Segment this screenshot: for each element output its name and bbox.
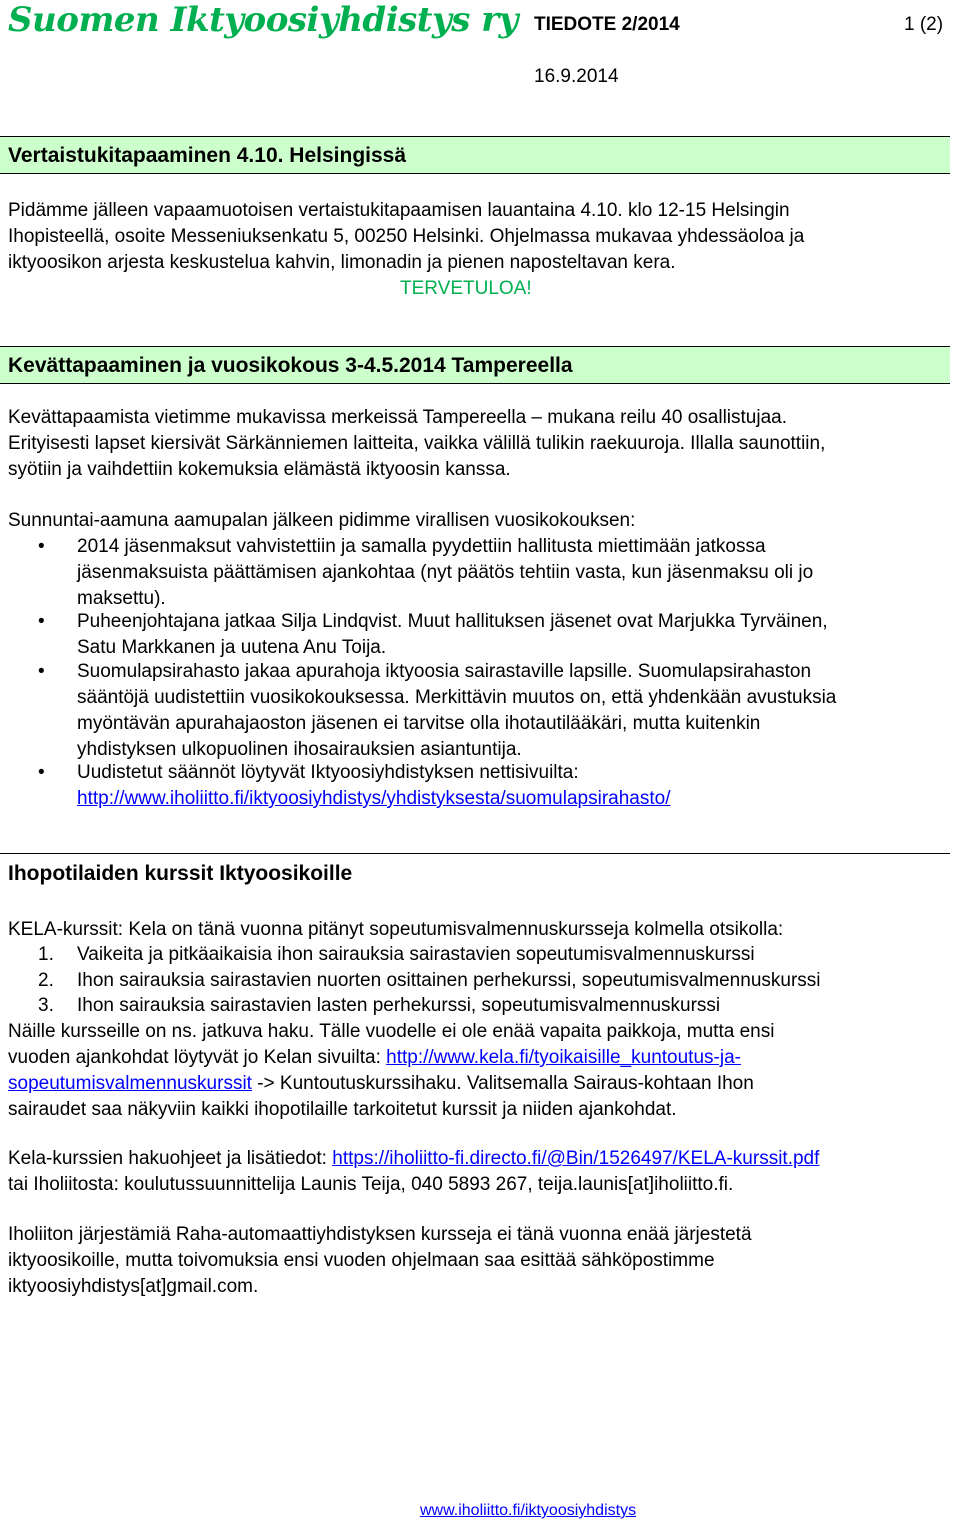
footer-link[interactable]: www.iholiitto.fi/iktyoosiyhdistys [420,1502,637,1519]
section-heading-rule [0,853,950,885]
text-line: Satu Markkanen ja uutena Anu Toija. [77,637,387,658]
text-line: -> Kuntoutuskurssihaku. Valitsemalla Sairaus-kohtaan Ihon [251,1073,754,1094]
text-line: tai Iholiitosta: koulutussuunnittelija Launis Teija, 040 5893 267, teija.launis[at]iholiitto.fi. [8,1174,734,1195]
kela-paragraph [8,1019,948,1123]
courses-paragraph [8,1222,948,1300]
text-line: Iholiiton järjestämiä Raha-automaattiyhdistyksen kursseja ei tänä vuonna enää järjestetä [8,1224,752,1245]
meeting-intro: Sunnuntai-aamuna aamupalan jälkeen pidimme virallisen vuosikokouksen: [8,510,636,531]
section-title: Kevättapaaminen ja vuosikokous 3-4.5.2014 Tampereella [8,354,573,377]
text-line: maksettu). [77,588,166,609]
kela-link[interactable]: http://www.kela.fi/tyoikaisille_kuntoutus-ja- [386,1047,741,1068]
text-line: jäsenmaksuista päättämisen ajankohtaa (nyt päätös tehtiin vasta, kun jäsenmaksu oli jo [77,562,814,583]
kela-intro: KELA-kurssit: Kela on tänä vuonna pitänyt sopeutumisvalmennuskursseja kolmella otsikolla: [8,919,784,940]
rules-link[interactable]: http://www.iholiitto.fi/iktyoosiyhdistys/yhdistyksesta/suomulapsirahasto/ [77,788,671,809]
text-line: iktyoosikoille, mutta toivomuksia ensi vuoden ohjelmaan saa esittää sähköpostimme [8,1250,715,1271]
list-item [77,968,937,994]
list-number: 1. [38,944,54,965]
text-line: Puheenjohtajana jatkaa Silja Lindqvist. Muut hallituksen jäsenet ovat Marjukka Tyrväinen, [77,611,828,632]
section1-paragraph [8,198,948,302]
text-line: Kevättapaamista vietimme mukavissa merkeissä Tampereella – mukana reilu 40 osallistujaa. [8,407,787,428]
section-heading-band [0,346,950,384]
list-item [77,942,937,968]
list-number: 2. [38,970,54,991]
text-line: sääntöjä uudistettiin vuosikokouksessa. Merkittävin muutos on, että yhdenkään avustuksia [77,687,837,708]
list-item [77,659,937,763]
section2-paragraph [8,405,948,483]
list-number: 3. [38,995,54,1016]
section-heading-band [0,136,950,174]
text-line: Vaikeita ja pitkäaikaisia ihon sairauksia sairastavien sopeutumisvalmennuskurssi [77,944,755,965]
bullet-icon: • [38,611,45,632]
bulletin-number: TIEDOTE 2/2014 [534,14,680,35]
text-line: Ihon sairauksia sairastavien lasten perhekurssi, sopeutumisvalmennuskurssi [77,995,721,1016]
text-line: Ihon sairauksia sairastavien nuorten osittainen perhekurssi, sopeutumisvalmennuskurssi [77,970,821,991]
text-line: vuoden ajankohdat löytyvät jo Kelan sivuilta: [8,1047,387,1068]
text-line: Erityisesti lapset kiersivät Särkänniemen laitteita, vaikka välillä tulikin raekuuroja. Illalla saunottiin, [8,433,826,454]
text-line: Ihopisteellä, osoite Messeniuksenkatu 5, 00250 Helsinki. Ohjelmassa mukavaa yhdessäoloa ja [8,226,805,247]
list-item [77,534,937,612]
text-line: 2014 jäsenmaksut vahvistettiin ja samalla pyydettiin hallitusta miettimään jatkossa [77,536,766,557]
text-line: iktyoosiyhdistys[at]gmail.com. [8,1276,259,1297]
text-line: Kela-kurssien hakuohjeet ja lisätiedot: [8,1148,333,1169]
bulletin-date: 16.9.2014 [534,66,619,87]
bullet-icon: • [38,661,45,682]
text-line: iktyoosikon arjesta keskustelua kahvin, limonadin ja pienen naposteltavan kera. [8,252,676,273]
text-line: myöntävän apurahajaoston jäsenen ei tarvitse olla ihotautilääkäri, mutta kuitenkin [77,713,761,734]
welcome-text: TERVETULOA! [400,278,532,299]
text-line: sairaudet saa näkyviin kaikki ihopotilaille tarkoitetut kurssit ja niiden ajankohdat. [8,1099,677,1120]
page-number: 1 (2) [904,14,944,35]
text-line: Uudistetut säännöt löytyvät Iktyoosiyhdistyksen nettisivuilta: [77,762,579,783]
kela-info-paragraph [8,1146,948,1198]
section-title: Ihopotilaiden kurssit Iktyoosikoille [8,862,353,885]
text-line: yhdistyksen ulkopuolinen ihosairauksien asiantuntija. [77,739,522,760]
text-line: syötiin ja vaihdettiin kokemuksia elämästä iktyoosin kanssa. [8,459,511,480]
section-title: Vertaistukitapaaminen 4.10. Helsingissä [8,144,407,167]
kela-pdf-link[interactable]: https://iholiitto-fi.directo.fi/@Bin/1526497/KELA-kurssit.pdf [332,1148,820,1169]
list-item [77,993,937,1019]
bullet-icon: • [38,762,45,783]
bullet-icon: • [38,536,45,557]
text-line: Pidämme jälleen vapaamuotoisen vertaistukitapaamisen lauantaina 4.10. klo 12-15 Helsingin [8,200,790,221]
kela-link-continued[interactable]: sopeutumisvalmennuskurssit [8,1073,252,1094]
org-name: Suomen Iktyoosiyhdistys ry [8,0,518,40]
list-item [77,609,937,661]
text-line: Näille kursseille on ns. jatkuva haku. Tälle vuodelle ei ole enää vapaita paikkoja, mutta ensi [8,1021,775,1042]
list-item [77,760,937,812]
text-line: Suomulapsirahasto jakaa apurahoja iktyoosia sairastaville lapsille. Suomulapsirahaston [77,661,812,682]
